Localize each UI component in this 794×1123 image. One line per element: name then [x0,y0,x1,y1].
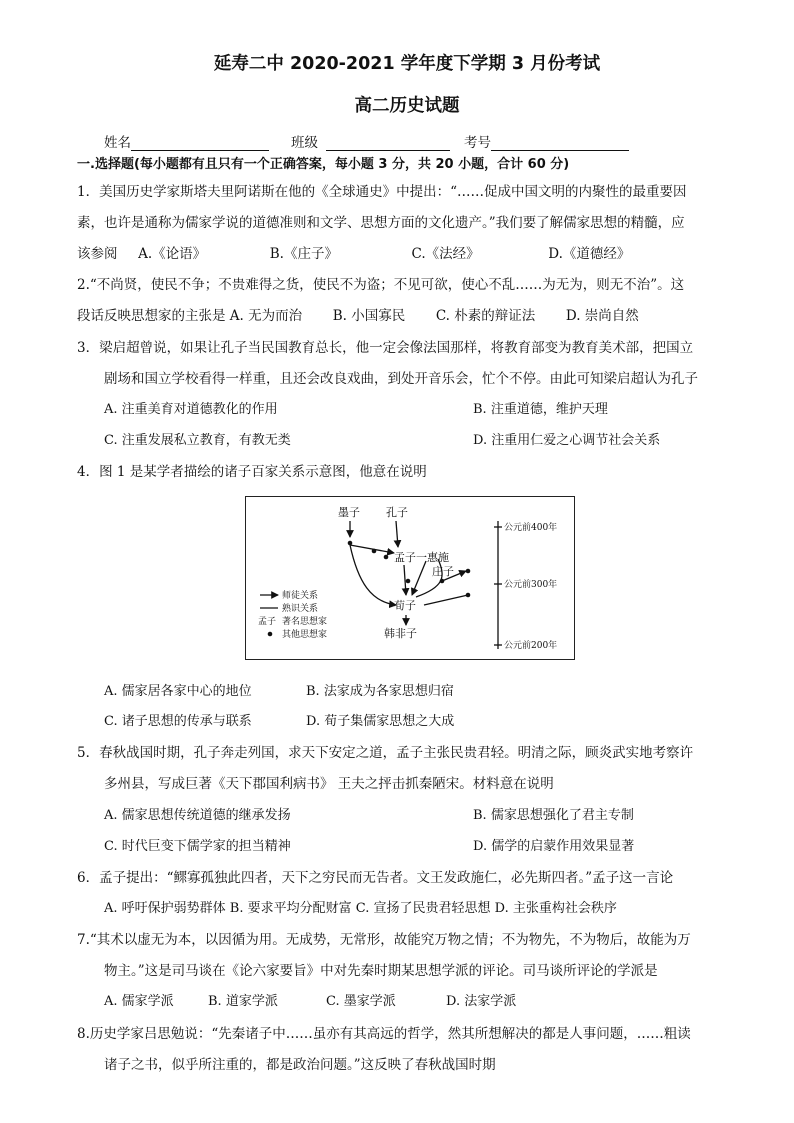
number-field[interactable] [491,135,629,151]
node-dot [384,555,389,560]
edge-huishi-xunzi [412,561,426,595]
node-kongzi: 孔子 [386,506,408,519]
node-dot [406,579,411,584]
q2-stem-end: 段话反映思想家的主张是 A. 无为而治 [77,308,303,324]
student-info-row [104,131,629,151]
node-dot [348,541,353,546]
class-label: 班级 [291,135,318,151]
q5-option-b: B. 儒家思想强化了君主专制 [473,808,634,823]
q7-option-a: A. 儒家学派 [104,994,174,1009]
q4-option-d: D. 荀子集儒家思想之大成 [306,714,455,729]
q8-line2: 诸子之书，似乎所注重的，都是政治问题。”这反映了春秋战国时期 [104,1057,496,1073]
q1-line3 [77,242,630,262]
q1-option-c: C.《法经》 [411,246,480,262]
q2-option-d: D. 崇尚自然 [565,308,639,324]
q5-option-d: D. 儒学的启蒙作用效果显著 [473,839,635,854]
legend-dot [268,632,273,637]
q7-option-c: C. 墨家学派 [326,994,396,1009]
q2-option-b: B. 小国寡民 [332,308,406,324]
q3-option-a: A. 注重美育对道德教化的作用 [104,402,278,417]
edge-hub-xunzi [350,545,396,605]
q5-line2: 多州县，写成巨著《天下郡国利病书》 王夫之抨击抓秦陋宋。材料意在说明 [104,776,554,792]
q7-option-b: B. 道家学派 [208,994,278,1009]
node-dot [466,593,471,598]
node-mozi: 墨子 [338,506,360,519]
legend-famous-key: 孟子 [258,617,277,627]
q4-option-a: A. 儒家居各家中心的地位 [104,684,252,699]
q1-option-b: B.《庄子》 [269,246,338,262]
exam-title: 延寿二中 2020-2021 学年度下学期 3 月份考试 [213,54,601,74]
q7-line2: 物主。”这是司马谈在《论六家要旨》中对先秦时期某思想学派的评论。司马谈所评论的学派是 [104,963,658,979]
name-field[interactable] [131,135,269,151]
q3-option-b: B. 注重道德，维护天理 [473,402,608,417]
figure-diagram [246,497,576,661]
q1-line2: 素，也许是通称为儒家学说的道德准则和文学、思想方面的文化遗产。”我们要了解儒家思想的精髓，应 [77,215,685,231]
edge-right-xunzi [424,595,468,605]
q6-line1: 6．孟子提出：“鳏寡孤独此四者，天下之穷民而无告者。文王发政施仁，必先斯四者。”孟子这一言论 [77,870,674,886]
q1-line1: 1．美国历史学家斯塔夫里阿诺斯在他的《全球通史》中提出：“……促成中国文明的内聚性的最重要因 [77,184,687,200]
node-hanfeizi: 韩非子 [384,627,417,640]
q1-stem-end: 该参阅 [77,246,118,262]
q5-option-c: C. 时代巨变下儒学家的担当精神 [104,839,291,854]
q3-line2: 剧场和国立学校看得一样重，且还会改良戏曲，到处开音乐会，忙个不停。由此可知梁启超认为孔子 [104,371,698,387]
name-label: 姓名 [104,135,131,151]
q8-line1: 8.历史学家吕思勉说：“先秦诸子中……虽亦有其高远的哲学，然其所想解决的都是人事问题，……粗读 [77,1026,691,1042]
q2-line2 [77,304,639,324]
edge-kongzi-mengzi [396,521,398,547]
timeline-label-400: 公元前400年 [504,523,558,533]
node-dot [440,579,445,584]
timeline-label-300: 公元前300年 [504,580,558,590]
q7-option-d: D. 法家学派 [446,994,517,1009]
section-heading: 一.选择题(每小题都有且只有一个正确答案，每小题 3 分，共 20 小题，合计 60 分) [77,157,570,172]
node-mengzi-huishi: 孟子一惠施 [394,551,449,564]
q3-option-c: C. 注重发展私立教育，有教无类 [104,433,291,448]
legend-famous: 著名思想家 [282,617,328,627]
q6-options: A. 呼吁保护弱势群体 B. 要求平均分配财富 C. 宣扬了民贵君轻思想 D. 主张重构社会秩序 [104,901,617,916]
q4-line1: 4．图 1 是某学者描绘的诸子百家关系示意图，他意在说明 [77,464,427,480]
node-zhuangzi: 庄子 [432,565,454,578]
q3-line1: 3．梁启超曾说，如果让孔子当民国教育总长，他一定会像法国那样，将教育部变为教育美术部，把国立 [77,340,694,356]
schools-relationship-figure [245,496,575,660]
legend-known: 熟识关系 [282,604,319,614]
q5-line1: 5．春秋战国时期，孔子奔走列国，求天下安定之道，孟子主张民贵君轻。明清之际，顾炎武实地考察许 [77,745,694,761]
q7-line1: 7.“其术以虚无为本，以因循为用。无成势，无常形，故能究万物之情；不为物先，不为物后，故能为万 [77,932,691,948]
timeline-label-200: 公元前200年 [504,641,558,651]
class-field[interactable] [326,135,450,151]
q2-line1: 2.“不尚贤，使民不争；不贵难得之货，使民不为盗；不见可欲，使心不乱……为无为，则无不治”。这 [77,277,685,293]
q4-option-b: B. 法家成为各家思想归宿 [306,684,454,699]
exam-subtitle: 高二历史试题 [354,96,460,116]
legend-master: 师徒关系 [282,591,319,601]
q1-option-a: A.《论语》 [138,246,207,262]
legend-other: 其他思想家 [282,630,328,640]
q3-option-d: D. 注重用仁爱之心调节社会关系 [473,433,661,448]
node-dot [372,549,377,554]
q1-option-d: D.《道德经》 [548,246,631,262]
node-xunzi: 荀子 [394,599,416,612]
q5-option-a: A. 儒家思想传统道德的继承发扬 [104,808,291,823]
edge-mengzi-xunzi [404,565,406,595]
node-dot [466,569,471,574]
q2-option-c: C. 朴素的辩证法 [435,308,536,324]
q4-option-c: C. 诸子思想的传承与联系 [104,714,252,729]
number-label: 考号 [464,135,491,151]
